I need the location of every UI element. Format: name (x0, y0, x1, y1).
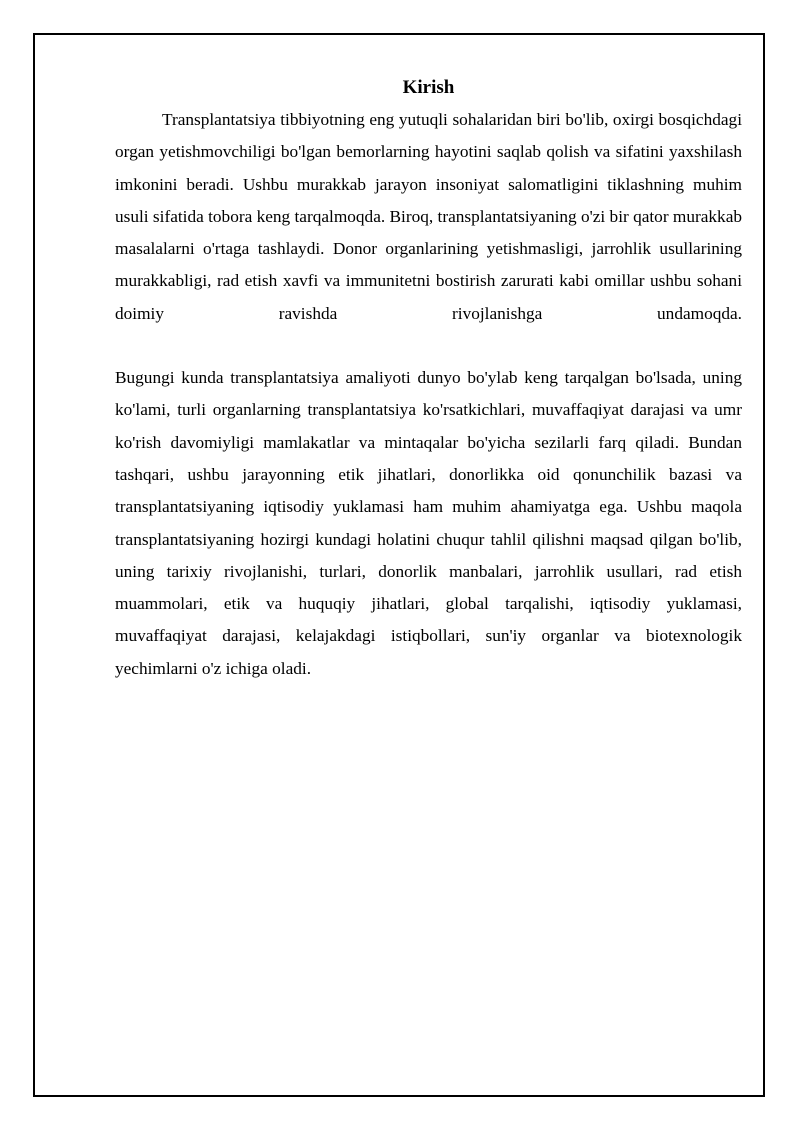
document-body (115, 72, 742, 685)
document-title: Kirish (402, 77, 455, 98)
paragraph-second: Bugungi kunda transplantatsiya amaliyoti dunyo bo'ylab keng tarqalgan bo'lsada, uning ko'lami, turli organlarning transplantatsiya ko'rsatkichlari, muvaffaqiyat darajasi va umr ko'rish davomiyligi mamlakatlar va mintaqalar bo'yicha sezilarli farq qiladi. Bundan tashqari, ushbu jarayonning etik jihatlari, donorlikka oid qonunchilik bazasi va transplantatsiyaning iqtisodiy yuklamasi ham muhim ahamiyatga ega. Ushbu maqola transplantatsiyaning hozirgi kundagi holatini chuqur tahlil qilishni maqsad qilgan bo'lib, uning tarixiy rivojlanishi, turlari, donorlik manbalari, jarrohlik usullari, rad etish muammolari, etik va huquqiy jihatlari, global tarqalishi, iqtisodiy yuklamasi, muvaffaqiyat darajasi, kelajakdagi istiqbollari, sun'iy organlar va biotexnologik yechimlarni o'z ichiga oladi. (115, 368, 742, 678)
paragraph-intro: Transplantatsiya tibbiyotning eng yutuqli sohalaridan biri bo'lib, oxirgi bosqichdagi organ yetishmovchiligi bo'lgan bemorlarning hayotini saqlab qolish va sifatini yaxshilash imkonini beradi. Ushbu murakkab jarayon insoniyat salomatligini tiklashning muhim usuli sifatida tobora keng tarqalmoqda. Biroq, transplantatsiyaning o'zi bir qator murakkab masalalarni o'rtaga tashlaydi. Donor organlarining yetishmasligi, jarrohlik usullarining murakkabligi, rad etish xavfi va immunitetni bostirish zarurati kabi omillar ushbu sohani doimiy ravishda rivojlanishga undamoqda. (115, 110, 743, 323)
paragraph-spacer (115, 330, 742, 362)
